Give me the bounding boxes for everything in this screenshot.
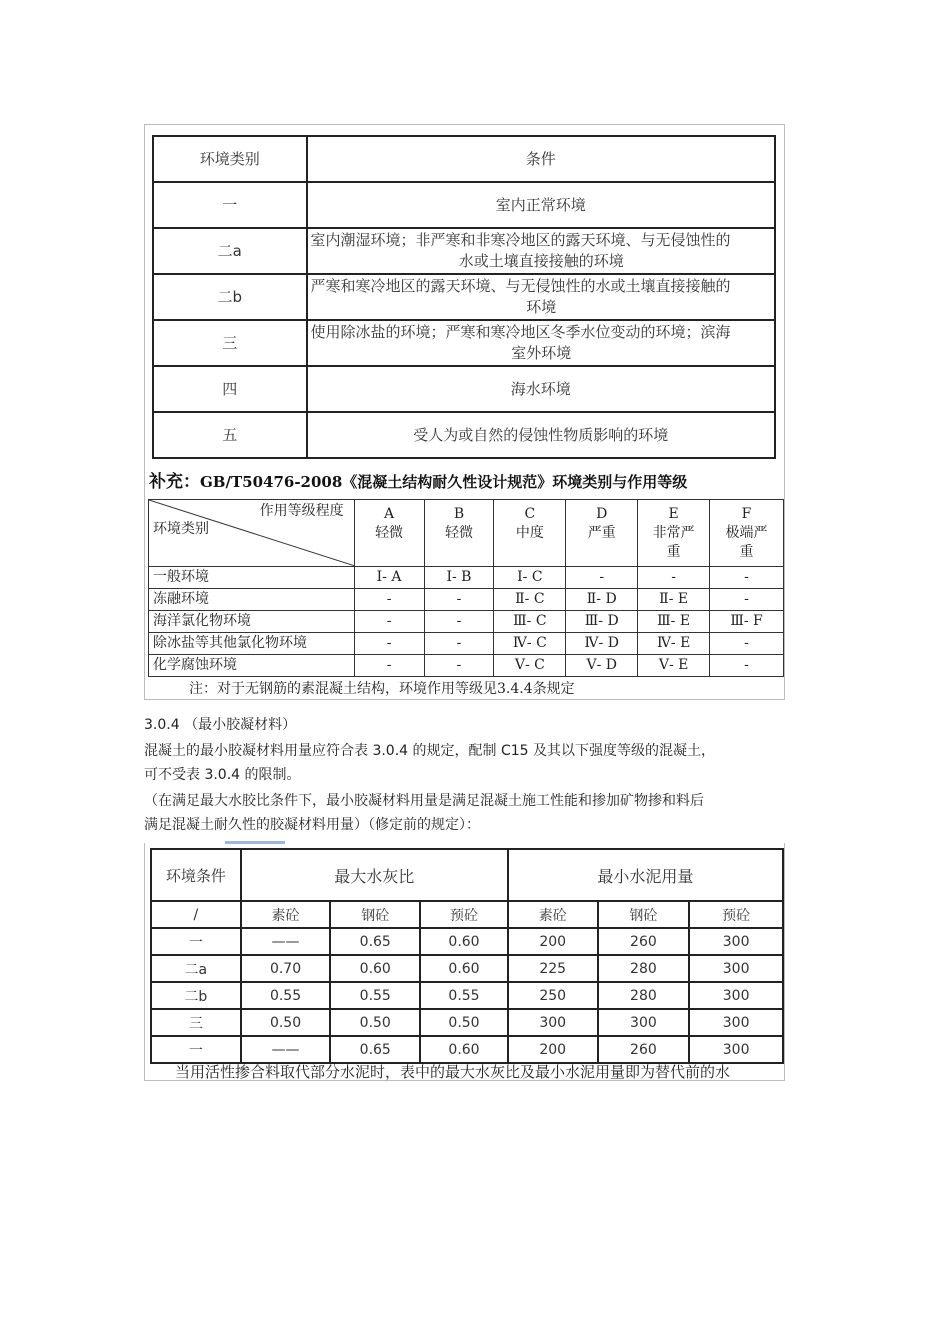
grade-cell: Ⅱ- E bbox=[638, 589, 710, 611]
grade-letter: B bbox=[453, 505, 465, 522]
grade-cell: Ⅳ- D bbox=[566, 633, 638, 655]
category-cell: 三 bbox=[153, 320, 307, 366]
subheader-cell: / bbox=[151, 901, 241, 928]
header-env-category: 环境类别 bbox=[153, 136, 307, 182]
supplement-text: GB/T50476-2008《混凝土结构耐久性设计规范》环境类别与作用等级 bbox=[200, 473, 688, 491]
table-cell: 200 bbox=[508, 1036, 598, 1063]
table-cell: 280 bbox=[598, 955, 690, 982]
subheader-cell: 预砼 bbox=[420, 901, 508, 928]
grade-degree: 非常严 bbox=[652, 524, 695, 541]
subheader-cell: 预砼 bbox=[689, 901, 783, 928]
table-row bbox=[149, 589, 784, 611]
grade-cell: - bbox=[638, 567, 710, 589]
header-min-cement: 最小水泥用量 bbox=[508, 849, 783, 901]
grade-cell: Ⅲ- C bbox=[494, 611, 566, 633]
table-cell: 一 bbox=[151, 928, 241, 955]
grade-cell: Ⅰ- A bbox=[354, 567, 424, 589]
grade-col-header bbox=[354, 500, 424, 567]
condition-line: 严寒和寒冷地区的露天环境、与无侵蚀性的水或土壤直接接触的 bbox=[310, 277, 731, 295]
table-cell: 0.55 bbox=[241, 982, 331, 1009]
grade-cell: - bbox=[710, 567, 784, 589]
table-cell: —— bbox=[241, 928, 331, 955]
supplement-prefix: 补充： bbox=[149, 472, 200, 492]
category-cell: 五 bbox=[153, 412, 307, 458]
table-row bbox=[149, 633, 784, 655]
grade-col-header bbox=[638, 500, 710, 567]
table-cell: 0.55 bbox=[420, 982, 508, 1009]
grade-col-header bbox=[424, 500, 494, 567]
corner-bottom-label: 环境类别 bbox=[153, 521, 209, 537]
grade-cell: - bbox=[354, 611, 424, 633]
env-name-cell: 海洋氯化物环境 bbox=[149, 611, 355, 633]
grade-degree: 轻微 bbox=[444, 524, 473, 541]
table-cell: 一 bbox=[151, 1036, 241, 1063]
grade-cell: Ⅰ- C bbox=[494, 567, 566, 589]
grade-cell: Ⅳ- E bbox=[638, 633, 710, 655]
paragraph-line: 混凝土的最小胶凝材料用量应符合表 3.0.4 的规定，配制 C15 及其以下强度等级的混凝土， bbox=[144, 743, 716, 759]
condition-line: 室内潮湿环境；非严寒和非寒冷地区的露天环境、与无侵蚀性的 bbox=[310, 231, 731, 249]
grade-degree: 严重 bbox=[587, 524, 616, 541]
grade-degree: 极端严 bbox=[725, 524, 768, 541]
grade-col-header bbox=[710, 500, 784, 567]
table-row bbox=[153, 182, 775, 228]
grade-cell: Ⅴ- D bbox=[566, 655, 638, 677]
grade-cell: - bbox=[424, 655, 494, 677]
condition-cell: 海水环境 bbox=[307, 366, 775, 412]
header-condition: 条件 bbox=[307, 136, 775, 182]
condition-cell: 室内正常环境 bbox=[307, 182, 775, 228]
table-subheader-row bbox=[151, 901, 783, 928]
table-cell: 200 bbox=[508, 928, 598, 955]
condition-line: 环境 bbox=[526, 298, 557, 316]
env-name-cell: 除冰盐等其他氯化物环境 bbox=[149, 633, 355, 655]
env-name-cell: 一般环境 bbox=[149, 567, 355, 589]
table-cell: 0.65 bbox=[330, 1036, 420, 1063]
action-grade-table bbox=[148, 499, 784, 677]
table-row bbox=[153, 366, 775, 412]
environment-figure bbox=[144, 124, 785, 700]
table-row bbox=[153, 274, 775, 320]
grade-letter: E bbox=[668, 505, 679, 522]
grade-cell: - bbox=[710, 655, 784, 677]
category-cell: 一 bbox=[153, 182, 307, 228]
grade-cell: - bbox=[424, 611, 494, 633]
grade-cell: Ⅲ- D bbox=[566, 611, 638, 633]
grade-degree: 中度 bbox=[515, 524, 544, 541]
table-cell: 0.60 bbox=[420, 1036, 508, 1063]
grade-table-note: 注：对于无钢筋的素混凝土结构，环境作用等级见3.4.4条规定 bbox=[189, 681, 575, 697]
table-row bbox=[149, 567, 784, 589]
cropped-header-strip bbox=[225, 841, 285, 844]
category-cell: 二a bbox=[153, 228, 307, 274]
table-cell: 0.50 bbox=[420, 1009, 508, 1036]
environment-category-table bbox=[152, 135, 776, 459]
condition-cell bbox=[307, 228, 775, 274]
table-cell: 0.50 bbox=[330, 1009, 420, 1036]
water-cement-figure bbox=[144, 843, 785, 1081]
grade-degree: 重 bbox=[739, 543, 754, 560]
table-header-row bbox=[153, 136, 775, 182]
table-cell: 300 bbox=[508, 1009, 598, 1036]
env-name-cell: 化学腐蚀环境 bbox=[149, 655, 355, 677]
grade-header-row bbox=[149, 500, 784, 567]
grade-letter: A bbox=[384, 505, 395, 522]
grade-cell: Ⅲ- F bbox=[710, 611, 784, 633]
table-row bbox=[153, 320, 775, 366]
table-cell: 250 bbox=[508, 982, 598, 1009]
table-cell: —— bbox=[241, 1036, 331, 1063]
grade-cell: - bbox=[710, 633, 784, 655]
table-cell: 0.60 bbox=[330, 955, 420, 982]
env-name-cell: 冻融环境 bbox=[149, 589, 355, 611]
grade-cell: Ⅴ- C bbox=[494, 655, 566, 677]
table-cell: 300 bbox=[598, 1009, 690, 1036]
table-row bbox=[151, 1036, 783, 1063]
table-cell: 0.60 bbox=[420, 928, 508, 955]
table-cell: 225 bbox=[508, 955, 598, 982]
table-row bbox=[151, 982, 783, 1009]
category-cell: 二b bbox=[153, 274, 307, 320]
section-heading: 3.0.4 （最小胶凝材料） bbox=[144, 717, 297, 733]
grade-cell: - bbox=[424, 633, 494, 655]
table-cell: 二b bbox=[151, 982, 241, 1009]
condition-cell: 受人为或自然的侵蚀性物质影响的环境 bbox=[307, 412, 775, 458]
table-cell: 0.55 bbox=[330, 982, 420, 1009]
table-cell: 280 bbox=[598, 982, 690, 1009]
table-header-row bbox=[151, 849, 783, 901]
paragraph-line: 满足混凝土耐久性的胶凝材料用量）（修定前的规定）： bbox=[144, 817, 480, 833]
condition-line: 水或土壤直接接触的环境 bbox=[458, 252, 624, 270]
table-cell: 300 bbox=[689, 1009, 783, 1036]
grade-col-header bbox=[566, 500, 638, 567]
table-cell: 0.50 bbox=[241, 1009, 331, 1036]
table-cell: 300 bbox=[689, 928, 783, 955]
header-max-ratio: 最大水灰比 bbox=[241, 849, 508, 901]
diagonal-header-cell bbox=[149, 500, 355, 567]
table-cell: 0.65 bbox=[330, 928, 420, 955]
table-cell: 300 bbox=[689, 982, 783, 1009]
table-cell: 260 bbox=[598, 928, 690, 955]
table-cell: 300 bbox=[689, 955, 783, 982]
grade-cell: Ⅲ- E bbox=[638, 611, 710, 633]
grade-cell: - bbox=[354, 589, 424, 611]
grade-letter: D bbox=[596, 505, 608, 522]
condition-cell bbox=[307, 274, 775, 320]
table-cell: 0.60 bbox=[420, 955, 508, 982]
table-row bbox=[149, 611, 784, 633]
grade-cell: Ⅰ- B bbox=[424, 567, 494, 589]
grade-degree: 重 bbox=[666, 543, 681, 560]
table-row bbox=[151, 928, 783, 955]
grade-cell: - bbox=[566, 567, 638, 589]
table-cell: 三 bbox=[151, 1009, 241, 1036]
table-cell: 300 bbox=[689, 1036, 783, 1063]
subheader-cell: 钢砼 bbox=[330, 901, 420, 928]
table-row bbox=[151, 955, 783, 982]
grade-letter: F bbox=[741, 505, 752, 522]
subheader-cell: 钢砼 bbox=[598, 901, 690, 928]
grade-cell: Ⅱ- C bbox=[494, 589, 566, 611]
ratio-table-note: 当用活性掺合料取代部分水泥时，表中的最大水灰比及最小水泥用量即为替代前的水 bbox=[175, 1063, 731, 1081]
header-env-condition: 环境条件 bbox=[151, 849, 241, 901]
subheader-cell: 素砼 bbox=[241, 901, 331, 928]
table-cell: 二a bbox=[151, 955, 241, 982]
supplement-heading bbox=[149, 467, 687, 492]
grade-cell: Ⅱ- D bbox=[566, 589, 638, 611]
grade-letter: C bbox=[524, 505, 536, 522]
grade-cell: - bbox=[354, 655, 424, 677]
table-row bbox=[153, 228, 775, 274]
paragraph-line: 可不受表 3.0.4 的限制。 bbox=[144, 767, 301, 783]
grade-cell: - bbox=[710, 589, 784, 611]
table-row bbox=[149, 655, 784, 677]
category-cell: 四 bbox=[153, 366, 307, 412]
water-cement-ratio-table bbox=[150, 848, 784, 1064]
table-cell: 260 bbox=[598, 1036, 690, 1063]
grade-cell: - bbox=[424, 589, 494, 611]
corner-top-label: 作用等级程度 bbox=[259, 503, 344, 519]
paragraph-line: （在满足最大水胶比条件下，最小胶凝材料用量是满足混凝土施工性能和掺加矿物掺和料后 bbox=[144, 793, 704, 809]
grade-cell: Ⅳ- C bbox=[494, 633, 566, 655]
condition-line: 室外环境 bbox=[511, 344, 572, 362]
condition-cell bbox=[307, 320, 775, 366]
table-row bbox=[153, 412, 775, 458]
grade-cell: Ⅴ- E bbox=[638, 655, 710, 677]
grade-degree: 轻微 bbox=[375, 524, 404, 541]
table-cell: 0.70 bbox=[241, 955, 331, 982]
table-row bbox=[151, 1009, 783, 1036]
grade-cell: - bbox=[354, 633, 424, 655]
subheader-cell: 素砼 bbox=[508, 901, 598, 928]
condition-line: 使用除冰盐的环境；严寒和寒冷地区冬季水位变动的环境；滨海 bbox=[310, 323, 731, 341]
grade-col-header bbox=[494, 500, 566, 567]
